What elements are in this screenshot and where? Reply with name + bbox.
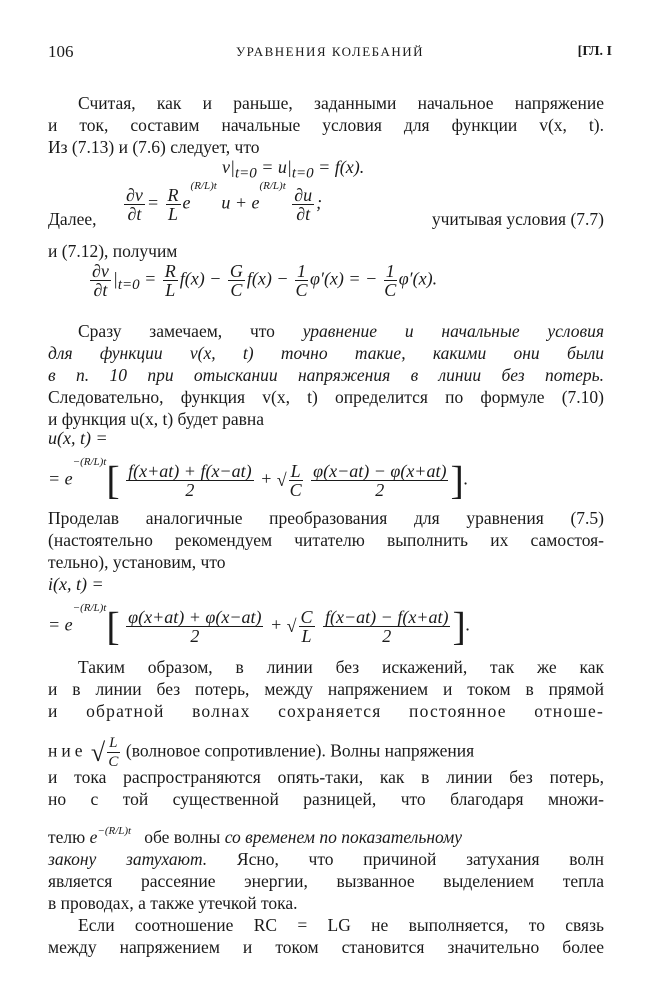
text-line: Из (7.13) и (7.6) следует, что xyxy=(48,137,260,157)
text-line: ние √ $\frac{L}{C}$ (волновое сопротивление). Волны напряжения xyxy=(48,735,475,770)
text-line: и в линии без потерь, между напряжением и током в прямой xyxy=(48,679,604,699)
text-line: для функции v(x, t) точно такие, какими они были xyxy=(48,343,604,363)
text-line: тельно), установим, что xyxy=(48,552,226,572)
running-title: УРАВНЕНИЯ КОЛЕБАНИЙ xyxy=(235,44,425,59)
text-line: между напряжением и током становится значительно более xyxy=(48,937,604,957)
text-line: в п. 10 при отыскании напряжения в линии без потерь. xyxy=(48,365,604,385)
equation-u-label: u(x, t) = xyxy=(48,428,108,448)
text-line: и (7.12), получим xyxy=(48,241,178,261)
text-line: учитывая условия (7.7) xyxy=(431,209,604,229)
text-line: и тока распространяются опять-таки, как в линии без потерь, xyxy=(48,767,604,787)
text-line: и ток, составим начальные условия для функции v(x, t). xyxy=(48,115,604,135)
text-line: Если соотношение RC = LG не выполняется, то связь xyxy=(78,915,604,935)
text-line: Сразу замечаем, что уравнение и начальные условия xyxy=(78,321,604,341)
equation-derivative: $\frac{\partial v}{\partial t}$ = $\frac{R}{L}$ $e^{(R/L)t}$ $u + e^{(R/L)t}$ $\frac{\partial u}{\partial t}$ ; xyxy=(126,180,323,224)
chapter-label: [ГЛ. I xyxy=(577,44,612,59)
text-line: в проводах, а также утечкой тока. xyxy=(48,893,298,913)
text-line: Следовательно, функция v(x, t) определится по формуле (7.10) xyxy=(48,387,604,407)
text-line: и функция u(x, t) будет равна xyxy=(48,409,265,429)
text-line: (настоятельно рекомендуем читателю выполнить их самостоя- xyxy=(48,530,604,550)
text-line: закону затухают. Ясно, что причиной затухания волн xyxy=(48,849,605,869)
text-line: телю $e^{-(R/L)t}$ обе волны со временем по показательному xyxy=(48,825,463,847)
text-line: но с той существенной разницей, что благодаря множи- xyxy=(48,789,604,809)
equation-i-solution: = $e^{-(R/L)t}$[ $\frac{\varphi(x+at) + \varphi(x-at)}{2}$ + √ $\frac{C}{L}$ $\frac{f(x-at) - f(x+at)}{2}$ ]. xyxy=(48,602,471,649)
equation-initial-condition: $v|_{t=0} = u|_{t=0} = f(x)$. xyxy=(222,157,365,182)
equation-i-label: i(x, t) = xyxy=(48,574,104,594)
text-line: Таким образом, в линии без искажений, так же как xyxy=(78,657,604,677)
running-header xyxy=(48,42,612,68)
text-line: Считая, как и раньше, заданными начальное напряжение xyxy=(78,93,604,113)
equation-boundary-derivative: $\frac{\partial v}{\partial t}$ $|_{t=0}$ = $\frac{R}{L}$ f(x) − $\frac{G}{C}$ f(x) − $\frac{1}{C}$ φ′(x) = − $\frac{1}{C}$ φ′(x). xyxy=(92,261,438,300)
equation-u-solution: = $e^{-(R/L)t}$[ $\frac{f(x+at) + f(x-at)}{2}$ + √ $\frac{L}{C}$ $\frac{\varphi(x-at) - \varphi(x+at)}{2}$ ]. xyxy=(48,456,469,503)
page-number: 106 xyxy=(48,42,74,61)
text-line: Проделав аналогичные преобразования для уравнения (7.5) xyxy=(48,508,604,528)
text-line: является рассеяние энергии, вызванное выделением тепла xyxy=(48,871,604,891)
text-line: Далее, xyxy=(48,209,97,229)
text-line: и обратной волнах сохраняется постоянное отноше- xyxy=(48,701,604,721)
